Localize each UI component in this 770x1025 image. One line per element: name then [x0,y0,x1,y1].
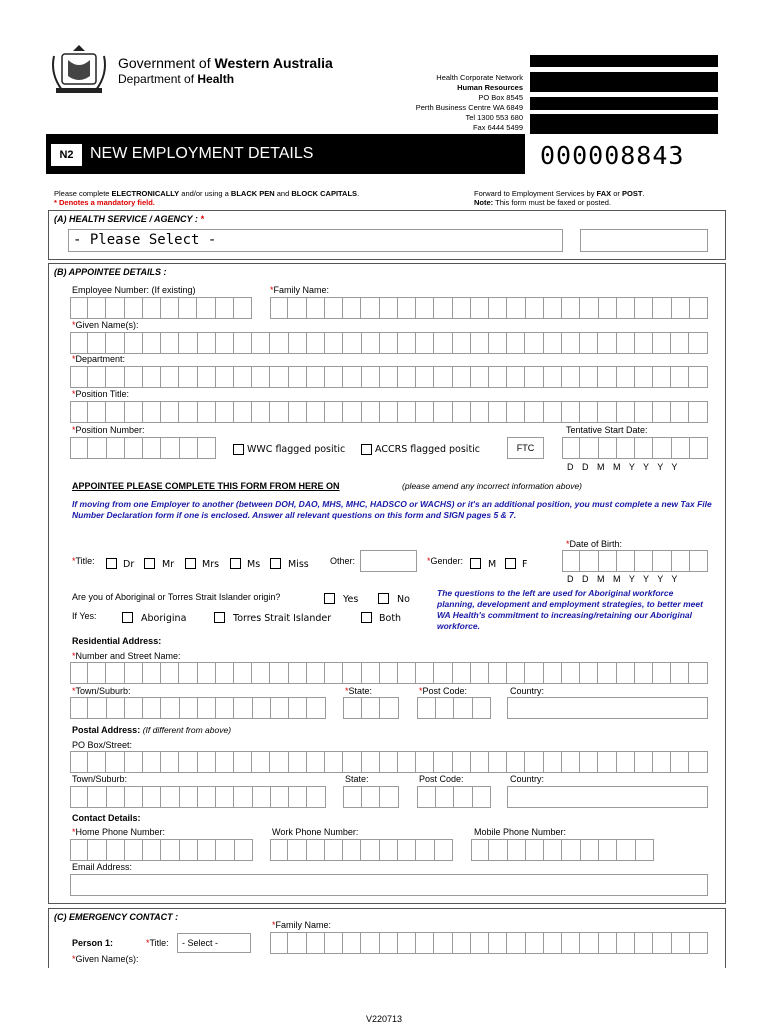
aboriginal-checkbox[interactable] [122,612,133,623]
if-yes-label: If Yes: [72,611,97,621]
title-ms-checkbox[interactable] [230,558,241,569]
postal-town-input[interactable] [70,786,326,808]
residential-heading: Residential Address: [72,636,162,646]
country-label: Country: [510,686,545,696]
both-checkbox[interactable] [361,612,372,623]
dob-input[interactable] [562,550,708,572]
emergency-given-names-label: *Given Name(s): [72,954,139,964]
emergency-family-name-input[interactable] [270,932,708,954]
mobile-input[interactable] [471,839,654,861]
form-number: 000008843 [540,141,685,170]
aboriginal-yes-checkbox[interactable] [324,593,335,604]
position-title-input[interactable] [70,401,708,423]
family-name-label: *Family Name: [270,285,330,295]
residential-country-input[interactable] [507,697,708,719]
section-a-heading: (A) HEALTH SERVICE / AGENCY : * [54,214,204,224]
start-date-input[interactable] [562,437,708,459]
gender-label: *Gender: [427,556,464,566]
home-phone-input[interactable] [70,839,253,861]
hr-address: Health Corporate Network Human Resources PO Box 8545 Perth Business Centre WA 6849 Tel 1300 553 680 Fax 6444 5499 [415,73,523,132]
given-names-input[interactable] [70,332,708,354]
employee-number-input[interactable] [70,297,252,319]
org-line-1: Government of Western Australia [118,55,333,71]
email-label: Email Address: [72,862,133,872]
aboriginal-question: Are you of Aboriginal or Torres Strait Islander origin? [72,592,281,602]
title-label: *Title: [72,556,95,566]
residential-postcode-input[interactable] [417,697,491,719]
postal-postcode-label: Post Code: [419,774,464,784]
amend-note: (please amend any incorrect information above) [402,481,583,491]
aboriginal-note: The questions to the left are used for Aboriginal workforce planning, development and employment strategies, to better meet WA Health's commitment to increasing/retaining our Aboriginal workforce. [437,588,703,631]
other-label: Other: [330,556,356,566]
gender-m-checkbox[interactable] [470,558,481,569]
form-title: NEW EMPLOYMENT DETAILS [90,145,314,162]
position-number-input[interactable] [70,437,216,459]
given-names-label: *Given Name(s): [72,320,139,330]
accrs-checkbox[interactable] [361,444,372,455]
dob-format: D D M M Y Y Y Y [567,574,678,584]
gender-m-label: M [488,559,497,570]
email-input[interactable] [70,874,708,896]
ftc-button[interactable]: FTC [507,437,544,459]
instructions-right-2: Note: This form must be faxed or posted. [474,198,612,207]
title-miss-label: Miss [288,559,309,570]
version-label: V220713 [366,1014,403,1024]
po-box-label: PO Box/Street: [72,740,133,750]
instructions-left: Please complete ELECTRONICALLY and/or using a BLACK PEN and BLOCK CAPITALS. [54,189,360,198]
person-1-label: Person 1: [72,938,114,948]
emergency-title-select[interactable]: - Select - [177,933,251,953]
torres-checkbox[interactable] [214,612,225,623]
contact-heading: Contact Details: [72,813,141,823]
postal-street-input[interactable] [70,751,708,773]
postal-country-input[interactable] [507,786,708,808]
aboriginal-no-checkbox[interactable] [378,593,389,604]
postcode-label: *Post Code: [419,686,468,696]
instructions-right-1: Forward to Employment Services by FAX or POST. [474,189,645,198]
both-label: Both [379,613,402,624]
section-c-heading: (C) EMERGENCY CONTACT : [54,912,179,922]
title-ms-label: Ms [247,559,261,570]
tax-file-note: If moving from one Employer to another (between DOH, DAO, MHS, MHC, HADSCO or WACHS) or it's an additional position, you must complete a new Tax File Number Declaration form if one is enclosed. Answer all relevant questions on this form and SIGN pages 5 & 7. [72,499,712,520]
department-label: *Department: [72,354,126,364]
form-code: N2 [51,144,82,166]
work-phone-label: Work Phone Number: [272,827,359,837]
torres-label: Torres Strait Islander [233,613,332,624]
residential-town-input[interactable] [70,697,326,719]
number-street-label: *Number and Street Name: [72,651,181,661]
mobile-label: Mobile Phone Number: [474,827,567,837]
title-mrs-checkbox[interactable] [185,558,196,569]
accrs-label: ACCRS flagged positic [375,444,481,455]
health-service-select[interactable]: - Please Select - [68,229,563,252]
position-title-label: *Position Title: [72,389,130,399]
state-label: *State: [345,686,373,696]
wa-crest-logo [48,42,110,96]
mandatory-note: * Denotes a mandatory field. [54,198,155,207]
aboriginal-no-label: No [397,594,410,605]
aboriginal-yes-label: Yes [343,594,359,605]
emergency-title-label: *Title: [146,938,169,948]
emergency-family-name-label: *Family Name: [272,920,332,930]
department-input[interactable] [70,366,708,388]
postal-country-label: Country: [510,774,545,784]
postal-town-label: Town/Suburb: [72,774,128,784]
section-b-heading: (B) APPOINTEE DETAILS : [54,267,167,277]
postal-postcode-input[interactable] [417,786,491,808]
title-dr-label: Dr [123,559,135,570]
family-name-input[interactable] [270,297,708,319]
residential-street-input[interactable] [70,662,708,684]
town-label: *Town/Suburb: [72,686,131,696]
employee-number-label: Employee Number: (If existing) [72,285,196,295]
start-date-label: Tentative Start Date: [566,425,648,435]
health-service-code[interactable] [580,229,708,252]
wwc-label: WWC flagged positic [247,444,346,455]
title-mr-label: Mr [162,559,175,570]
work-phone-input[interactable] [270,839,453,861]
postal-heading: Postal Address: (If different from above) [72,725,232,735]
postal-state-input[interactable] [343,786,399,808]
dob-label: *Date of Birth: [566,539,623,549]
position-number-label: *Position Number: [72,425,145,435]
gender-f-label: F [522,559,528,570]
title-dr-checkbox[interactable] [106,558,117,569]
aboriginal-label: Aborigina [141,613,187,624]
start-date-format: D D M M Y Y Y Y [567,462,678,472]
title-mr-checkbox[interactable] [144,558,155,569]
appointee-note: APPOINTEE PLEASE COMPLETE THIS FORM FROM HERE ON [72,481,340,491]
title-mrs-label: Mrs [202,559,220,570]
title-miss-checkbox[interactable] [270,558,281,569]
home-phone-label: *Home Phone Number: [72,827,166,837]
other-title-input[interactable] [360,550,417,572]
gender-f-checkbox[interactable] [505,558,516,569]
postal-state-label: State: [345,774,369,784]
wwc-checkbox[interactable] [233,444,244,455]
residential-state-input[interactable] [343,697,399,719]
org-line-2: Department of Health [118,72,235,86]
